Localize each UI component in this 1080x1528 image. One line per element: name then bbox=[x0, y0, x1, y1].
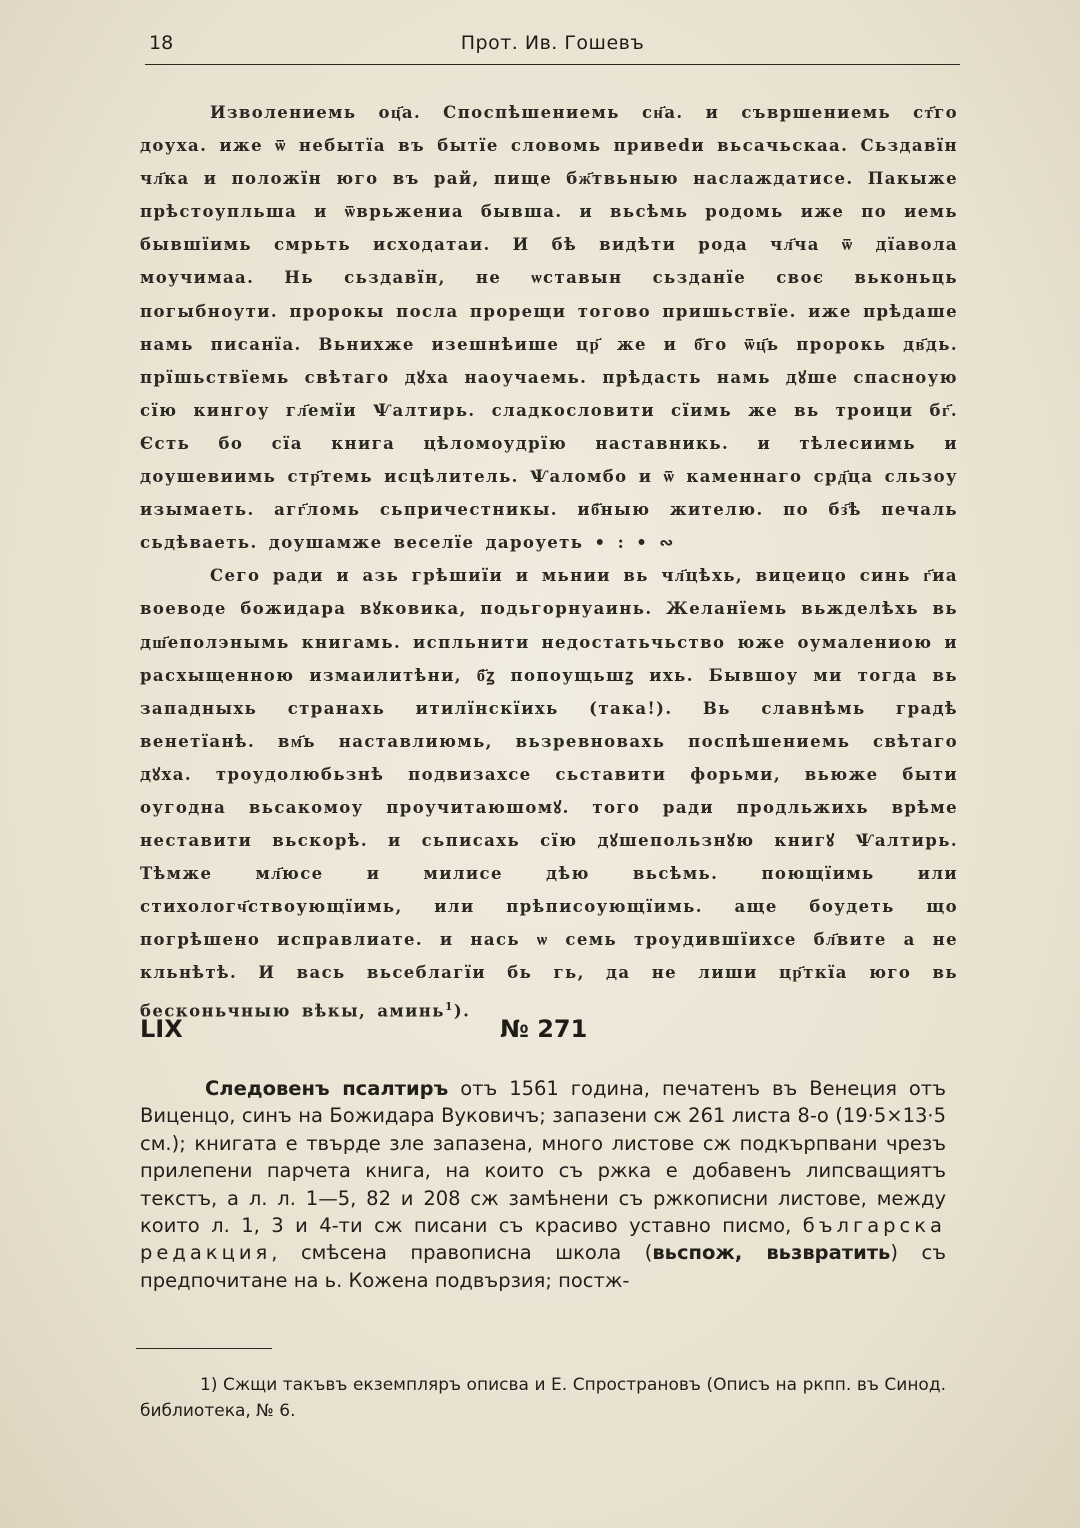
description-paragraph bbox=[140, 1075, 946, 1294]
slavonic-paragraph: Сего ради и азь грѣшиїи и мьнии вь чл҃цѣхь, вицеицо синь г҃иа воеводе божидара вꙋковика, подьгорнуаинь. Желанїемь вьжделѣхь вь дш҃еполэнымь книгамь. испльнити недостатьчьство юже оумалениою и расхыщенною измаилитѣни, б҃ꙁ попоущьшꙁ ихь. Бывшоу ми тогда вь западныхь странахь итилїнскїихь (така!). Вь славнѣмь градѣ венетїанѣ. вм҃ь наставлиюмь, вьзревновахь поспѣшениемь свѣтаго дꙋха. троудолюбьзнѣ подвизахсе сьставити форьми, вьюже быти оугодна вьсакомоу проучитаюшомꙋ. того ради продльжихь врѣме неставити вьскорѣ. и сьписахь сїю дꙋшепользнꙋю книгꙋ Ѱалтирь. Тѣмже мл҃юсе и милисе дѣю вьсѣмь. поющїимь или стихологч҃ствоующїимь, или прѣписоующїимь. аще боудеть що погрѣшено исправлиате. и нась ѡ семь троудившїихсе бл҃вите а не кльнѣтѣ. И вась вьсеблагїи бь гь, да не лиши цр҃ткїа юго вь бесконьчныю вѣкы, аминь$^1$). bbox=[140, 566, 958, 1021]
description-text: ) съ предпочитане на ь. Кожена подвързия; постж- bbox=[140, 1241, 946, 1292]
footnote bbox=[140, 1372, 946, 1424]
description-title: Следовенъ псалтиръ bbox=[205, 1077, 449, 1100]
description-slavonic-words: вьспож, вьзвратить bbox=[652, 1241, 891, 1265]
footnote-text: Сжщи такъвъ екземпляръ описва и Е. Спространовъ (Описъ на ркпп. въ Синод. библиотека, № 6. bbox=[140, 1375, 946, 1421]
footnote-ref: 1 bbox=[444, 999, 454, 1013]
description-text: отъ 1561 година, печатенъ въ Венеция отъ Виценцо, синъ на Божидара Вуковичъ; запазени сж 261 листа 8-о (19·5×13·5 см.); книгата е твърде зле запазена, много листове сж подкърпвани чрезъ прилепени парчета книга, на които съ ржка е добавенъ липсващиятъ текстъ, а л. л. 1—5, 82 и 208 сж замѣнени съ ржкописни листове, между които л. 1, 3 и 4-ти сж писани съ красиво уставно писмо, bbox=[140, 1077, 947, 1238]
slavonic-paragraph-text: Сего ради и азь грѣшиїи и мьнии вь чл҃цѣхь, вицеицо синь г҃иа воеводе божидара вꙋковика, подьгорнуаинь. Желанїемь вьжделѣхь вь дш҃еполэнымь книгамь. испльнити недостатьчьство юже оумалениою и расхыщенною измаилитѣни, б҃ꙁ попоущьшꙁ ихь. Бывшоу ми тогда вь западныхь странахь итилїнскїихь (така!). Вь славнѣмь градѣ венетїанѣ. вм҃ь наставлиюмь, вьзревновахь поспѣшениемь свѣтаго дꙋха. троудолюбьзнѣ подвизахсе сьставити форьми, вьюже быти оугодна вьсакомоу проучитаюшомꙋ. того ради продльжихь врѣме неставити вьскорѣ. и сьписахь сїю дꙋшепользнꙋю книгꙋ Ѱалтирь. Тѣмже мл҃юсе и милисе дѣю вьсѣмь. поющїимь или стихологч҃ствоующїимь, или прѣписоующїимь. аще боудеть що погрѣшено исправлиате. и нась ѡ семь троудившїихсе бл҃вите а не кльнѣтѣ. И вась вьсеблагїи бь гь, да не лиши цр҃ткїа юго вь бесконьчныю вѣкы, аминь bbox=[140, 566, 958, 1021]
page-header bbox=[145, 28, 960, 65]
description-spaced-text: българска редакция bbox=[140, 1214, 946, 1265]
running-title: Прот. Ив. Гошевъ bbox=[460, 32, 645, 54]
description-block bbox=[140, 1075, 946, 1294]
slavonic-text-block bbox=[140, 96, 958, 1027]
footnote-marker: 1) bbox=[200, 1375, 218, 1395]
section-number: № 271 bbox=[500, 1015, 588, 1043]
description-text: , смѣсена правописна школа ( bbox=[271, 1241, 653, 1265]
footnote-divider bbox=[136, 1348, 272, 1349]
page-number: 18 bbox=[149, 32, 174, 54]
slavonic-paragraph: Изволениемь оц҃а. Споспѣшениемь сн҃а. и съвршениемь ст҃го доуха. иже ѿ небытїа въ бытїе словомь привеdи вьсачьскаа. Сьздавїн чл҃ка и положїн юго въ рай, пище бж҃твьныю наслаждатисе. Пакыже прѣстоупльша и ѿврьжениа бывша. и вьсѣмь родомь иже по иемь бывшїимь смрьть исходатаи. И бѣ видѣти рода чл҃ча ѿ дїавола моучимаа. Нь сьздавїн, не ѡставын сьзданїе своє вьконьць погыбноути. пророкы посла прорещи тогово пришьствїе. иже прѣдаше намь писанїа. Вьнихже изешнѣише цр҃ же и б҃го ѿц҃ь пророкь дв҃дь. прїшьствїемь свѣтаго дꙋха наоучаемь. прѣдасть намь дꙋше спасноую сїю кингоу гл҃емїи Ѱалтирь. сладкословити сїимь же вь троици бг҃. Єсть бо сїа книга цѣломоудрїю наставникь. и тѣлесиимь и доушевиимь стр҃темь исцѣлитель. Ѱаломбо и ѿ каменнаго срд҃ца сльзоу изымаеть. агг҃ломь сьпричестникы. иб҃ныю жителю. по бз҃ѣ печаль сьдѣваеть. доушамже веселїе дароуеть • : • ∾ bbox=[140, 103, 958, 553]
section-mark: LIX bbox=[140, 1015, 183, 1043]
